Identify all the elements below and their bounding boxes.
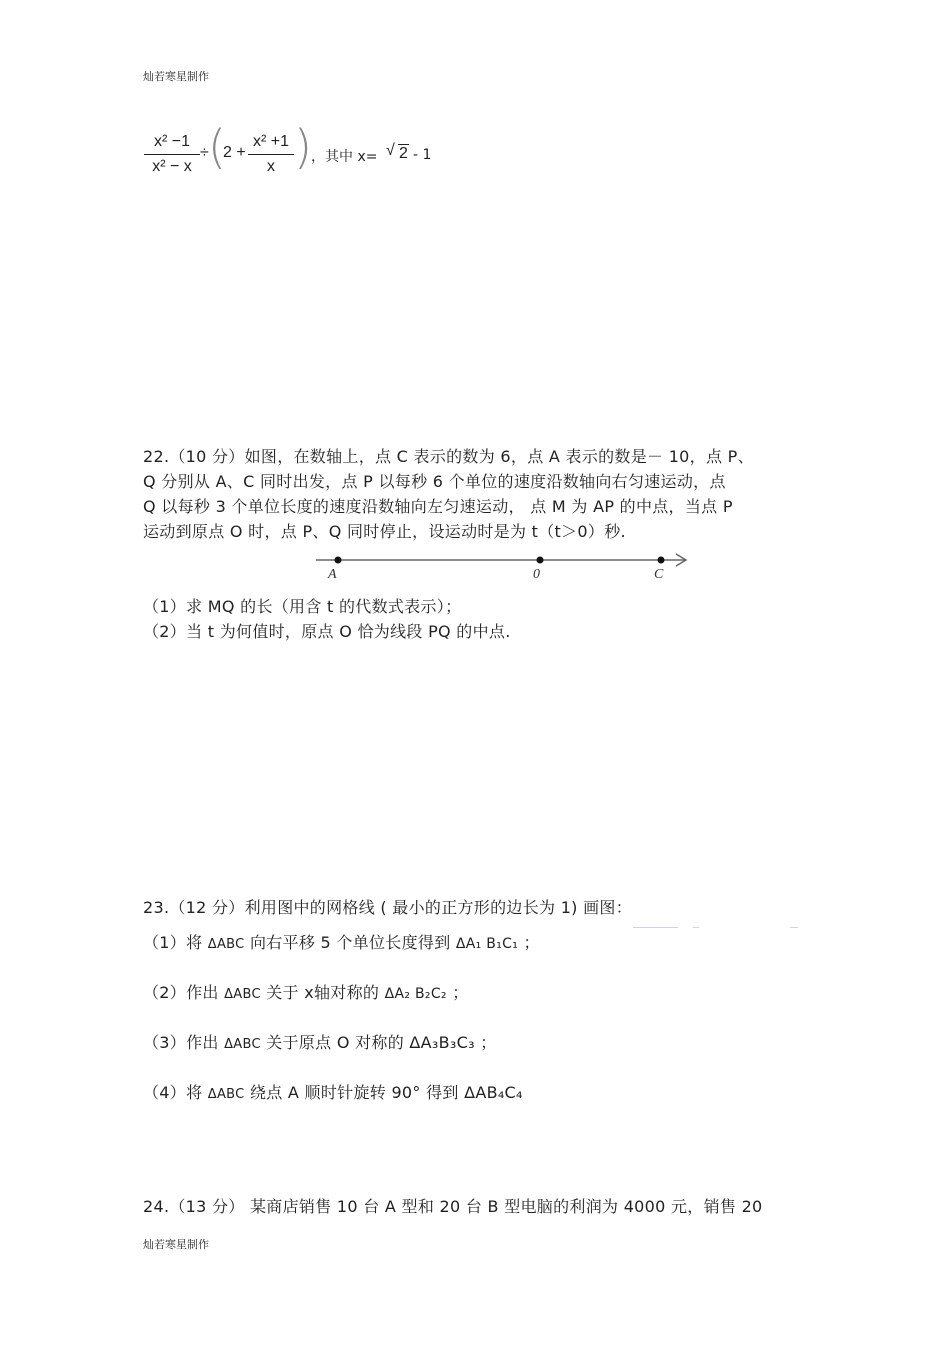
- left-paren: (: [208, 120, 226, 174]
- page-footer: 灿若寒星制作: [143, 1238, 209, 1251]
- q23-sub-3-mid: 关于原点 O 对称的: [266, 1033, 405, 1052]
- q23-sub-1-lead: （1）将: [143, 933, 203, 952]
- fraction-1-numerator: x² −1: [153, 133, 190, 150]
- q23-sub-1: [143, 930, 540, 953]
- q23-sub-3-end: ；: [480, 1033, 497, 1052]
- fraction-1: [144, 133, 200, 176]
- number-line: [310, 548, 700, 582]
- condition-tail: - 1: [413, 147, 432, 163]
- right-paren: ): [294, 120, 312, 174]
- triangle-a1b1c1: ΔA₁ B₁C₁: [455, 936, 519, 952]
- label-o: 0: [533, 567, 540, 582]
- q22-line-4: 运动到原点 O 时，点 P、Q 同时停止，设运动时是为 t（t＞0）秒.: [143, 522, 626, 541]
- point-o-dot: [537, 557, 544, 564]
- triangle-a3b3c3: ΔA₃B₃C₃: [409, 1033, 475, 1052]
- faint-mark-1: [633, 927, 678, 928]
- sqrt-sign: √: [386, 142, 395, 159]
- q23-sub-1-mid: 向右平移 5 个单位长度得到: [249, 933, 451, 952]
- label-c: C: [654, 567, 664, 582]
- inner-lead: 2 +: [223, 144, 246, 161]
- q23-sub-1-end: ；: [523, 933, 540, 952]
- triangle-ab4c4: ΔAB₄C₄: [464, 1083, 523, 1102]
- triangle-abc: ΔABC: [207, 1087, 245, 1102]
- point-a-dot: [335, 557, 342, 564]
- fraction-2-denominator: x: [267, 158, 275, 175]
- q23-sub-3-lead: （3）作出: [143, 1033, 219, 1052]
- triangle-abc: ΔABC: [207, 937, 245, 952]
- label-a: A: [328, 567, 337, 582]
- fraction-2: [248, 133, 294, 176]
- q22-sub-1: （1）求 MQ 的长（用含 t 的代数式表示）；: [143, 597, 462, 616]
- q23-sub-2-mid: 关于 x轴对称的: [266, 983, 380, 1002]
- fraction-2-numerator: x² +1: [252, 133, 289, 150]
- q22-line-3: Q 以每秒 3 个单位长度的速度沿数轴向左匀速运动， 点 M 为 AP 的中点，当点 P: [143, 497, 733, 516]
- q23-sub-4-lead: （4）将: [143, 1083, 203, 1102]
- triangle-abc: ΔABC: [224, 1037, 261, 1052]
- q22-line-1: 22.（10 分）如图，在数轴上，点 C 表示的数为 6，点 A 表示的数是－ 10，点 P、: [143, 447, 754, 466]
- q23-sub-4: [143, 1080, 523, 1103]
- page-header: 灿若寒星制作: [143, 70, 209, 83]
- point-c-dot: [658, 557, 665, 564]
- q23-sub-2-end: ；: [452, 983, 469, 1002]
- q23-sub-2: [143, 980, 469, 1003]
- faint-mark-3: [790, 927, 798, 928]
- q22-line-2: Q 分别从 A、C 同时出发，点 P 以每秒 6 个单位的速度沿数轴向右匀速运动，点: [143, 472, 726, 491]
- condition-text: ，其中 x=: [311, 149, 378, 165]
- q22-sub-2: （2）当 t 为何值时，原点 O 恰为线段 PQ 的中点.: [143, 622, 511, 641]
- fraction-1-denominator: x² − x: [152, 158, 192, 175]
- triangle-a2b2c2: ΔA₂ B₂C₂: [384, 986, 447, 1002]
- q23-sub-2-lead: （2）作出: [143, 983, 219, 1002]
- q23-sub-3: [143, 1030, 497, 1053]
- q23-line-1: 23.（12 分）利用图中的网格线 ( 最小的正方形的边长为 1) 画图：: [143, 898, 632, 917]
- sqrt-argument: 2: [399, 145, 408, 162]
- q24-line-1: 24.（13 分） 某商店销售 10 台 A 型和 20 台 B 型电脑的利润为 4000 元，销售 20: [143, 1197, 763, 1216]
- triangle-abc: ΔABC: [224, 987, 261, 1002]
- divide-sign: ÷: [200, 144, 209, 161]
- q23-sub-4-mid: 绕点 A 顺时针旋转 90° 得到: [249, 1083, 459, 1102]
- faint-mark-2: [693, 927, 699, 928]
